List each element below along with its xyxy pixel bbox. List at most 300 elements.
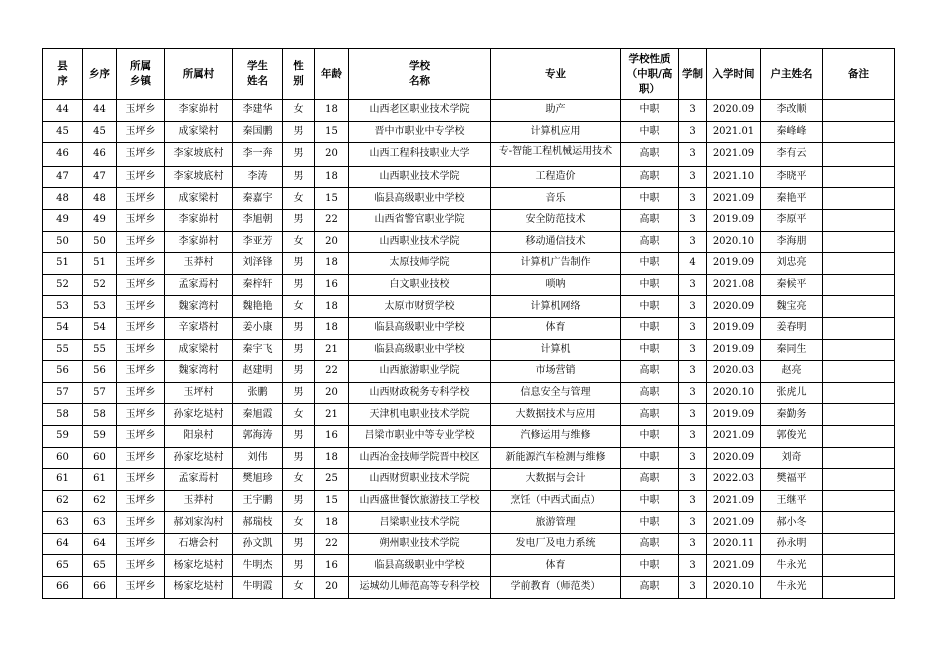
cell-enroll-date: 2020.10 [707,382,761,404]
cell-student-name: 秦宇飞 [233,339,283,361]
cell-enroll-date: 2021.09 [707,425,761,447]
cell-householder-name: 李有云 [761,143,823,167]
table-row [43,274,895,296]
cell-school-type: 中职 [621,447,679,469]
cell-age: 18 [315,512,349,534]
cell-major: 信息安全与管理 [491,382,621,404]
cell-gender: 女 [283,100,315,122]
cell-township-seq: 60 [83,447,117,469]
cell-village: 杨家圪垯村 [165,555,233,577]
cell-enroll-date: 2021.09 [707,512,761,534]
cell-school-name: 山西旅游职业学院 [349,361,491,383]
cell-school-type: 中职 [621,490,679,512]
cell-age: 15 [315,121,349,143]
cell-student-name: 牛明霞 [233,577,283,599]
cell-village: 阳泉村 [165,425,233,447]
cell-school-name: 临县高级职业中学校 [349,188,491,210]
cell-county-seq: 48 [43,188,83,210]
cell-school-type: 高职 [621,361,679,383]
cell-age: 20 [315,143,349,167]
cell-school-type: 高职 [621,143,679,167]
cell-duration: 3 [679,404,707,426]
cell-gender: 男 [283,121,315,143]
cell-major: 计算机网络 [491,296,621,318]
table-row [43,296,895,318]
cell-county-seq: 64 [43,533,83,555]
cell-student-name: 郭海涛 [233,425,283,447]
table-row [43,361,895,383]
cell-student-name: 孙文凯 [233,533,283,555]
cell-major: 计算机应用 [491,121,621,143]
cell-school-name: 吕梁市职业中等专业学校 [349,425,491,447]
cell-major: 音乐 [491,188,621,210]
cell-county-seq: 65 [43,555,83,577]
cell-age: 22 [315,533,349,555]
cell-age: 18 [315,166,349,188]
cell-duration: 3 [679,490,707,512]
cell-major: 工程造价 [491,166,621,188]
cell-township: 玉坪乡 [117,577,165,599]
cell-school-type: 高职 [621,577,679,599]
cell-gender: 女 [283,577,315,599]
cell-major: 体育 [491,555,621,577]
cell-village: 孙家圪垯村 [165,447,233,469]
cell-major: 旅游管理 [491,512,621,534]
cell-township-seq: 49 [83,209,117,231]
cell-major: 学前教育（师范类） [491,577,621,599]
cell-school-type: 中职 [621,188,679,210]
cell-county-seq: 66 [43,577,83,599]
cell-student-name: 姜小康 [233,317,283,339]
cell-gender: 男 [283,425,315,447]
cell-student-name: 李建华 [233,100,283,122]
cell-county-seq: 60 [43,447,83,469]
cell-enroll-date: 2020.09 [707,296,761,318]
cell-county-seq: 52 [43,274,83,296]
cell-student-name: 秦嘉宇 [233,188,283,210]
cell-township: 玉坪乡 [117,533,165,555]
cell-student-name: 赵建明 [233,361,283,383]
cell-school-name: 晋中市职业中专学校 [349,121,491,143]
student-table [42,48,895,599]
table-row [43,425,895,447]
cell-householder-name: 孙永明 [761,533,823,555]
cell-duration: 3 [679,339,707,361]
cell-village: 李家坡底村 [165,166,233,188]
cell-township: 玉坪乡 [117,100,165,122]
cell-duration: 3 [679,361,707,383]
cell-remarks [823,404,895,426]
cell-county-seq: 47 [43,166,83,188]
cell-age: 21 [315,339,349,361]
cell-remarks [823,361,895,383]
cell-householder-name: 樊福平 [761,469,823,491]
cell-enroll-date: 2020.10 [707,231,761,253]
cell-gender: 男 [283,555,315,577]
cell-school-name: 山西老区职业技术学院 [349,100,491,122]
cell-age: 25 [315,469,349,491]
cell-township: 玉坪乡 [117,382,165,404]
cell-village: 郝刘家沟村 [165,512,233,534]
cell-remarks [823,490,895,512]
cell-township: 玉坪乡 [117,512,165,534]
cell-township: 玉坪乡 [117,253,165,275]
table-row [43,121,895,143]
table-body [43,100,895,599]
cell-county-seq: 61 [43,469,83,491]
cell-village: 李家峁村 [165,231,233,253]
cell-village: 孙家圪垯村 [165,404,233,426]
column-header-duration: 学制 [679,49,707,100]
cell-age: 21 [315,404,349,426]
cell-age: 18 [315,100,349,122]
cell-householder-name: 李海朋 [761,231,823,253]
cell-school-type: 高职 [621,533,679,555]
column-header-county-seq: 县 序 [43,49,83,100]
cell-gender: 男 [283,490,315,512]
cell-student-name: 李亚芳 [233,231,283,253]
cell-county-seq: 44 [43,100,83,122]
cell-duration: 3 [679,447,707,469]
table-row [43,143,895,167]
cell-major: 市场营销 [491,361,621,383]
cell-age: 15 [315,490,349,512]
cell-duration: 3 [679,100,707,122]
cell-township-seq: 57 [83,382,117,404]
cell-county-seq: 54 [43,317,83,339]
cell-village: 魏家湾村 [165,361,233,383]
cell-school-name: 运城幼儿师范高等专科学校 [349,577,491,599]
cell-enroll-date: 2020.10 [707,577,761,599]
cell-householder-name: 刘忠亮 [761,253,823,275]
cell-township: 玉坪乡 [117,555,165,577]
cell-major: 汽修运用与维修 [491,425,621,447]
cell-township: 玉坪乡 [117,404,165,426]
cell-householder-name: 郭俊光 [761,425,823,447]
cell-township: 玉坪乡 [117,425,165,447]
cell-student-name: 郝瑞枝 [233,512,283,534]
cell-householder-name: 李晓平 [761,166,823,188]
cell-township-seq: 50 [83,231,117,253]
cell-remarks [823,209,895,231]
cell-householder-name: 姜春明 [761,317,823,339]
cell-major: 新能源汽车检测与维修 [491,447,621,469]
table-row [43,512,895,534]
column-header-school-name: 学校 名称 [349,49,491,100]
cell-remarks [823,188,895,210]
cell-county-seq: 49 [43,209,83,231]
table-row [43,100,895,122]
column-header-major: 专业 [491,49,621,100]
cell-major: 专-智能工程机械运用技术 [491,143,621,167]
cell-township: 玉坪乡 [117,274,165,296]
cell-remarks [823,253,895,275]
cell-gender: 男 [283,447,315,469]
cell-age: 18 [315,447,349,469]
cell-gender: 女 [283,404,315,426]
cell-age: 16 [315,425,349,447]
cell-student-name: 王宇鹏 [233,490,283,512]
cell-county-seq: 51 [43,253,83,275]
cell-gender: 男 [283,533,315,555]
cell-gender: 男 [283,143,315,167]
cell-school-type: 中职 [621,296,679,318]
cell-gender: 男 [283,382,315,404]
cell-gender: 女 [283,231,315,253]
cell-age: 20 [315,382,349,404]
cell-student-name: 李一奔 [233,143,283,167]
cell-student-name: 樊旭珍 [233,469,283,491]
cell-village: 玉莽村 [165,490,233,512]
cell-duration: 3 [679,533,707,555]
cell-age: 22 [315,361,349,383]
cell-householder-name: 秦候平 [761,274,823,296]
cell-school-type: 高职 [621,166,679,188]
cell-major: 烹饪（中西式面点） [491,490,621,512]
cell-school-name: 山西财政税务专科学校 [349,382,491,404]
cell-township: 玉坪乡 [117,188,165,210]
cell-major: 安全防范技术 [491,209,621,231]
cell-householder-name: 秦勤务 [761,404,823,426]
cell-village: 李家坡底村 [165,143,233,167]
cell-enroll-date: 2020.09 [707,447,761,469]
cell-school-type: 高职 [621,382,679,404]
cell-township: 玉坪乡 [117,209,165,231]
cell-enroll-date: 2019.09 [707,209,761,231]
cell-duration: 4 [679,253,707,275]
table-row [43,231,895,253]
cell-remarks [823,166,895,188]
cell-duration: 3 [679,425,707,447]
cell-major: 大数据与会计 [491,469,621,491]
cell-enroll-date: 2021.09 [707,143,761,167]
cell-gender: 男 [283,274,315,296]
cell-gender: 男 [283,209,315,231]
cell-age: 20 [315,231,349,253]
cell-county-seq: 57 [43,382,83,404]
cell-county-seq: 56 [43,361,83,383]
cell-township-seq: 66 [83,577,117,599]
cell-remarks [823,296,895,318]
cell-village: 玉坪村 [165,382,233,404]
cell-major: 移动通信技术 [491,231,621,253]
cell-duration: 3 [679,512,707,534]
cell-age: 22 [315,209,349,231]
cell-remarks [823,382,895,404]
cell-school-name: 天津机电职业技术学院 [349,404,491,426]
cell-township-seq: 64 [83,533,117,555]
cell-remarks [823,121,895,143]
cell-enroll-date: 2021.10 [707,166,761,188]
cell-school-type: 高职 [621,231,679,253]
cell-county-seq: 58 [43,404,83,426]
cell-duration: 3 [679,209,707,231]
cell-age: 20 [315,577,349,599]
cell-student-name: 刘伟 [233,447,283,469]
cell-school-name: 朔州职业技术学院 [349,533,491,555]
cell-township-seq: 52 [83,274,117,296]
cell-enroll-date: 2020.03 [707,361,761,383]
cell-gender: 女 [283,469,315,491]
cell-county-seq: 53 [43,296,83,318]
cell-enroll-date: 2019.09 [707,339,761,361]
cell-township-seq: 59 [83,425,117,447]
cell-school-name: 山西职业技术学院 [349,231,491,253]
table-row [43,382,895,404]
cell-duration: 3 [679,317,707,339]
cell-duration: 3 [679,382,707,404]
cell-village: 杨家圪垯村 [165,577,233,599]
cell-student-name: 李旭朝 [233,209,283,231]
cell-village: 辛家塔村 [165,317,233,339]
table-row [43,317,895,339]
cell-duration: 3 [679,143,707,167]
cell-township-seq: 44 [83,100,117,122]
cell-enroll-date: 2020.11 [707,533,761,555]
cell-major: 助产 [491,100,621,122]
cell-gender: 男 [283,339,315,361]
cell-township-seq: 47 [83,166,117,188]
column-header-township: 所属 乡镇 [117,49,165,100]
cell-school-type: 中职 [621,274,679,296]
cell-county-seq: 45 [43,121,83,143]
cell-householder-name: 牛永光 [761,577,823,599]
cell-householder-name: 魏宝亮 [761,296,823,318]
cell-householder-name: 秦峰峰 [761,121,823,143]
cell-major: 唢呐 [491,274,621,296]
cell-township-seq: 45 [83,121,117,143]
column-header-enroll-date: 入学时间 [707,49,761,100]
cell-enroll-date: 2019.09 [707,317,761,339]
cell-school-name: 山西职业技术学院 [349,166,491,188]
cell-age: 15 [315,188,349,210]
cell-duration: 3 [679,296,707,318]
cell-enroll-date: 2021.01 [707,121,761,143]
cell-township-seq: 46 [83,143,117,167]
cell-gender: 男 [283,166,315,188]
cell-township: 玉坪乡 [117,143,165,167]
table-row [43,577,895,599]
cell-age: 16 [315,555,349,577]
cell-school-type: 高职 [621,404,679,426]
cell-school-type: 高职 [621,209,679,231]
cell-school-type: 中职 [621,339,679,361]
cell-village: 石塘会村 [165,533,233,555]
cell-school-type: 中职 [621,425,679,447]
cell-enroll-date: 2020.09 [707,100,761,122]
cell-school-type: 中职 [621,121,679,143]
table-row [43,533,895,555]
cell-remarks [823,469,895,491]
cell-remarks [823,555,895,577]
cell-township: 玉坪乡 [117,490,165,512]
cell-remarks [823,339,895,361]
cell-enroll-date: 2021.09 [707,555,761,577]
cell-village: 成家梁村 [165,339,233,361]
table-row [43,188,895,210]
cell-township-seq: 62 [83,490,117,512]
cell-student-name: 秦国鹏 [233,121,283,143]
cell-county-seq: 62 [43,490,83,512]
cell-remarks [823,100,895,122]
cell-remarks [823,231,895,253]
cell-age: 18 [315,253,349,275]
cell-township-seq: 65 [83,555,117,577]
column-header-township-seq: 乡序 [83,49,117,100]
column-header-householder-name: 户主姓名 [761,49,823,100]
cell-remarks [823,425,895,447]
cell-student-name: 秦旭霞 [233,404,283,426]
cell-remarks [823,143,895,167]
cell-township: 玉坪乡 [117,231,165,253]
cell-enroll-date: 2019.09 [707,404,761,426]
cell-duration: 3 [679,577,707,599]
cell-student-name: 牛明杰 [233,555,283,577]
cell-township: 玉坪乡 [117,447,165,469]
cell-township-seq: 63 [83,512,117,534]
cell-duration: 3 [679,188,707,210]
cell-school-name: 太原市财贸学校 [349,296,491,318]
cell-school-name: 临县高级职业中学校 [349,317,491,339]
cell-township-seq: 61 [83,469,117,491]
cell-gender: 男 [283,361,315,383]
cell-major: 发电厂及电力系统 [491,533,621,555]
cell-township: 玉坪乡 [117,339,165,361]
cell-enroll-date: 2019.09 [707,253,761,275]
column-header-gender: 性 别 [283,49,315,100]
cell-age: 18 [315,296,349,318]
cell-enroll-date: 2021.09 [707,188,761,210]
cell-village: 李家峁村 [165,209,233,231]
cell-village: 孟家焉村 [165,274,233,296]
cell-school-name: 临县高级职业中学校 [349,339,491,361]
cell-village: 李家峁村 [165,100,233,122]
cell-duration: 3 [679,274,707,296]
cell-gender: 女 [283,188,315,210]
cell-householder-name: 秦艳平 [761,188,823,210]
cell-school-name: 山西工程科技职业大学 [349,143,491,167]
cell-remarks [823,447,895,469]
cell-remarks [823,577,895,599]
cell-householder-name: 郝小冬 [761,512,823,534]
cell-student-name: 李涛 [233,166,283,188]
cell-duration: 3 [679,231,707,253]
column-header-school-type: 学校性质 （中职/高 职） [621,49,679,100]
cell-village: 成家梁村 [165,121,233,143]
cell-township: 玉坪乡 [117,361,165,383]
cell-major: 体育 [491,317,621,339]
cell-school-name: 吕梁职业技术学院 [349,512,491,534]
cell-student-name: 张鹏 [233,382,283,404]
cell-village: 孟家焉村 [165,469,233,491]
table-row [43,209,895,231]
cell-duration: 3 [679,469,707,491]
cell-township-seq: 51 [83,253,117,275]
cell-village: 玉莽村 [165,253,233,275]
cell-gender: 女 [283,512,315,534]
cell-gender: 女 [283,296,315,318]
cell-school-type: 高职 [621,469,679,491]
table-row [43,555,895,577]
cell-householder-name: 李原平 [761,209,823,231]
cell-enroll-date: 2021.08 [707,274,761,296]
table-row [43,339,895,361]
column-header-village: 所属村 [165,49,233,100]
table-row [43,404,895,426]
cell-school-name: 太原技师学院 [349,253,491,275]
cell-township: 玉坪乡 [117,166,165,188]
cell-township: 玉坪乡 [117,317,165,339]
